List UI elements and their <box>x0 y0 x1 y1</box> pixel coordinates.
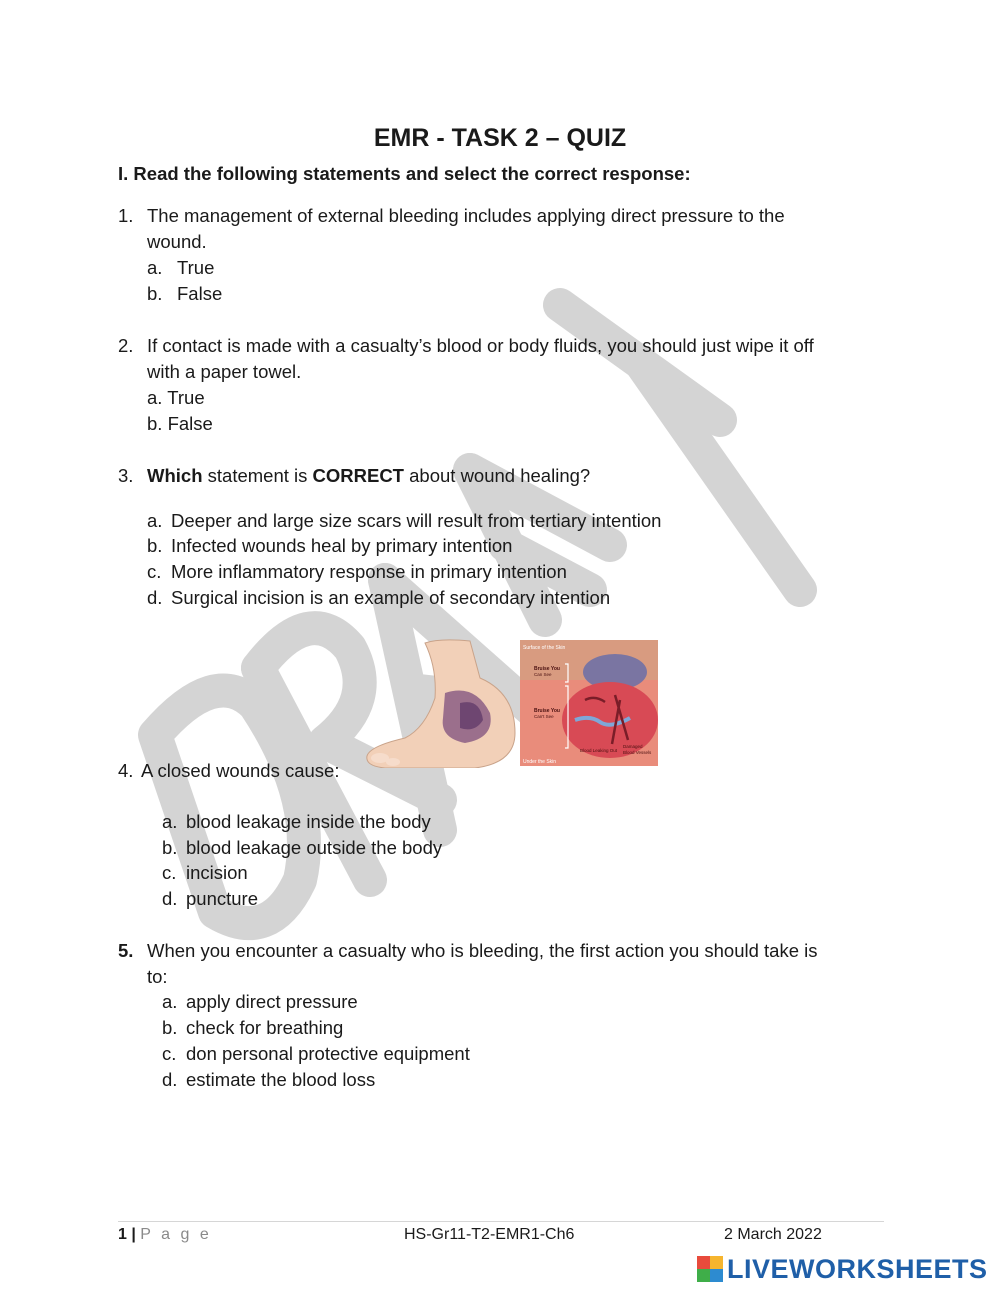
option-letter: c. <box>162 862 177 883</box>
question-number: 2. <box>118 335 134 356</box>
option-d[interactable] <box>147 587 611 609</box>
footer-divider <box>118 1221 884 1222</box>
option-d[interactable] <box>162 1069 376 1091</box>
question-number: 1. <box>118 205 134 226</box>
option-letter: b. <box>147 413 163 434</box>
label-damaged-2: Blood Vessels <box>623 750 652 755</box>
label-bruise-see: Bruise You <box>534 666 560 672</box>
instructions: I. Read the following statements and select the correct response: <box>118 163 691 184</box>
option-text: Deeper and large size scars will result from tertiary intention <box>171 510 662 531</box>
label-bruise-cant-2: Can't See <box>534 714 554 719</box>
option-a[interactable] <box>147 510 662 532</box>
page-indicator <box>118 1226 212 1244</box>
option-c[interactable] <box>162 862 248 884</box>
page-title: EMR - TASK 2 – QUIZ <box>373 124 627 152</box>
option-c[interactable] <box>147 561 567 583</box>
label-bruise-see-2: Can See <box>534 672 552 677</box>
question-text-mid: statement is <box>202 465 313 486</box>
document-code: HS-Gr11-T2-EMR1-Ch6 <box>404 1226 575 1243</box>
option-a[interactable] <box>162 991 358 1013</box>
option-text: incision <box>186 862 248 883</box>
question-number: 3. <box>118 465 134 486</box>
liveworksheets-logo-icon <box>697 1256 723 1282</box>
option-b[interactable] <box>162 1017 344 1039</box>
question-number: 4. <box>118 760 134 781</box>
skin-diagram <box>520 640 658 766</box>
option-letter: d. <box>162 1069 178 1090</box>
option-text: blood leakage outside the body <box>186 837 443 858</box>
option-letter: a. <box>147 510 163 531</box>
option-letter: a. <box>162 811 178 832</box>
option-b[interactable] <box>147 535 513 557</box>
question-text: When you encounter a casualty who is bleeding, the first action you should take is <box>147 940 818 961</box>
option-d[interactable] <box>162 888 258 910</box>
liveworksheets-brand[interactable] <box>697 1254 988 1284</box>
option-letter: d. <box>162 888 178 909</box>
option-text: estimate the blood loss <box>186 1069 376 1090</box>
emphasis-which: Which <box>147 465 203 486</box>
option-a[interactable] <box>147 257 215 279</box>
option-a[interactable] <box>147 387 205 409</box>
page-number: 1 <box>118 1226 127 1243</box>
option-text: More inflammatory response in primary intention <box>171 561 567 582</box>
option-letter: b. <box>147 283 163 304</box>
option-b[interactable] <box>147 283 223 305</box>
option-letter: a. <box>147 257 163 278</box>
option-letter: d. <box>147 587 163 608</box>
question-text: to: <box>147 966 168 987</box>
option-text: apply direct pressure <box>186 991 358 1012</box>
option-letter: b. <box>162 837 178 858</box>
option-letter: b. <box>147 535 163 556</box>
option-letter: a. <box>147 387 163 408</box>
question-text <box>147 465 590 487</box>
emphasis-correct: CORRECT <box>312 465 404 486</box>
label-bruise-cant: Bruise You <box>534 708 560 714</box>
question-text: If contact is made with a casualty’s blood or body fluids, you should just wipe it off <box>147 335 814 356</box>
question-number: 5. <box>118 940 134 961</box>
option-text: True <box>177 257 215 278</box>
option-text: puncture <box>186 888 258 909</box>
option-letter: c. <box>147 561 162 582</box>
page-separator: | <box>131 1226 136 1243</box>
label-under: Under the Skin <box>523 759 557 765</box>
option-letter: c. <box>162 1043 177 1064</box>
question-text: wound. <box>147 231 207 252</box>
question-text: The management of external bleeding includes applying direct pressure to the <box>147 205 785 226</box>
option-text: don personal protective equipment <box>186 1043 470 1064</box>
option-text: Infected wounds heal by primary intention <box>171 535 513 556</box>
foot-image <box>367 640 515 768</box>
option-a[interactable] <box>162 811 431 833</box>
option-text: False <box>167 413 213 434</box>
page-word: P a g e <box>140 1226 212 1243</box>
option-letter: a. <box>162 991 178 1012</box>
option-text: True <box>167 387 205 408</box>
label-surface: Surface of the Skin <box>523 645 566 651</box>
label-damaged: Damaged <box>623 744 643 749</box>
option-letter: b. <box>162 1017 178 1038</box>
option-b[interactable] <box>147 413 213 435</box>
document-date: 2 March 2022 <box>724 1226 822 1243</box>
option-text: blood leakage inside the body <box>186 811 431 832</box>
option-b[interactable] <box>162 837 443 859</box>
label-leaking: Blood Leaking Out <box>580 748 618 753</box>
brand-name: LIVEWORKSHEETS <box>727 1253 988 1284</box>
option-text: check for breathing <box>186 1017 344 1038</box>
question-text: A closed wounds cause: <box>141 760 340 781</box>
option-text: Surgical incision is an example of secondary intention <box>171 587 611 608</box>
bruise-illustration <box>365 638 660 768</box>
question-text-end: about wound healing? <box>404 465 591 486</box>
option-c[interactable] <box>162 1043 470 1065</box>
question-text: with a paper towel. <box>147 361 302 382</box>
option-text: False <box>177 283 223 304</box>
